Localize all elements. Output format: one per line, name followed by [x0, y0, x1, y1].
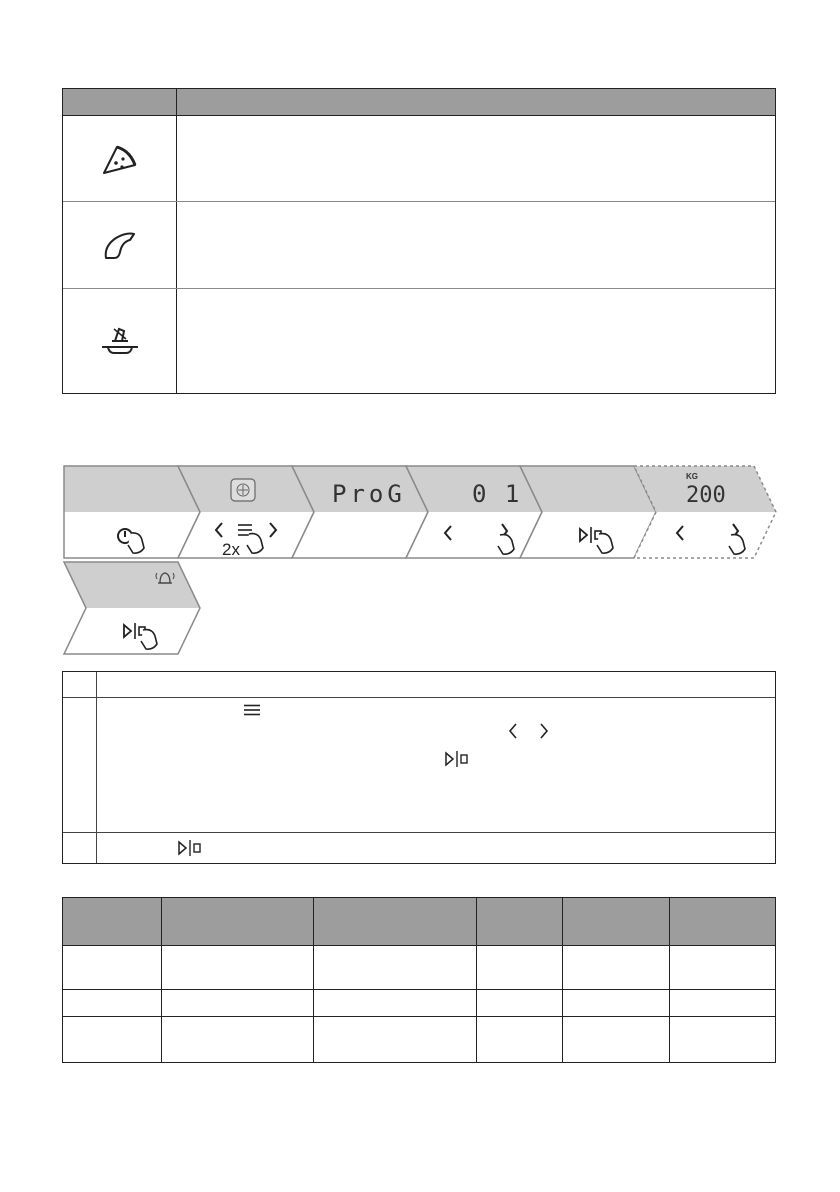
instruction-text: [98, 672, 775, 697]
pizza-slice-icon: [100, 141, 140, 177]
display-readout: 0 1: [472, 480, 522, 508]
plate-with-food-icon: [100, 323, 140, 359]
symbol-row: [63, 202, 775, 289]
step-finish[interactable]: [60, 562, 210, 654]
instruction-row: [63, 833, 775, 863]
menu-icon: [243, 704, 261, 716]
column-divider: [562, 898, 563, 1062]
start-stop-icon: [176, 839, 204, 857]
step-number-cell: [63, 833, 97, 863]
column-divider: [161, 898, 162, 1062]
step-number-cell: [63, 698, 97, 832]
weight-unit-label: KG: [686, 472, 698, 481]
instruction-text: [98, 698, 775, 832]
column-divider: [669, 898, 670, 1062]
symbol-table-header: [63, 89, 775, 116]
instruction-table: [62, 671, 776, 864]
instruction-row: [63, 672, 775, 698]
symbol-header-cell: [63, 89, 177, 115]
step-number-cell: [63, 672, 97, 697]
chevron-right-icon: [538, 722, 550, 740]
symbol-table: [62, 88, 776, 394]
display-readout: ProG: [332, 480, 406, 508]
bread-slice-icon: [102, 228, 138, 262]
program-display-icon: [231, 479, 255, 501]
column-divider: [313, 898, 314, 1062]
column-divider: [476, 898, 477, 1062]
symbol-description: [178, 202, 775, 288]
symbol-row: [63, 116, 775, 202]
chevron-left-icon: [507, 722, 519, 740]
symbol-description: [178, 289, 775, 393]
symbol-description: [178, 116, 775, 201]
instruction-text: [98, 833, 775, 863]
start-stop-icon: [443, 750, 471, 768]
press-count-label: 2x: [222, 540, 240, 559]
display-readout: 200: [686, 483, 726, 508]
program-data-table: [62, 897, 776, 1063]
instruction-row: [63, 698, 775, 833]
symbol-row: [63, 289, 775, 393]
